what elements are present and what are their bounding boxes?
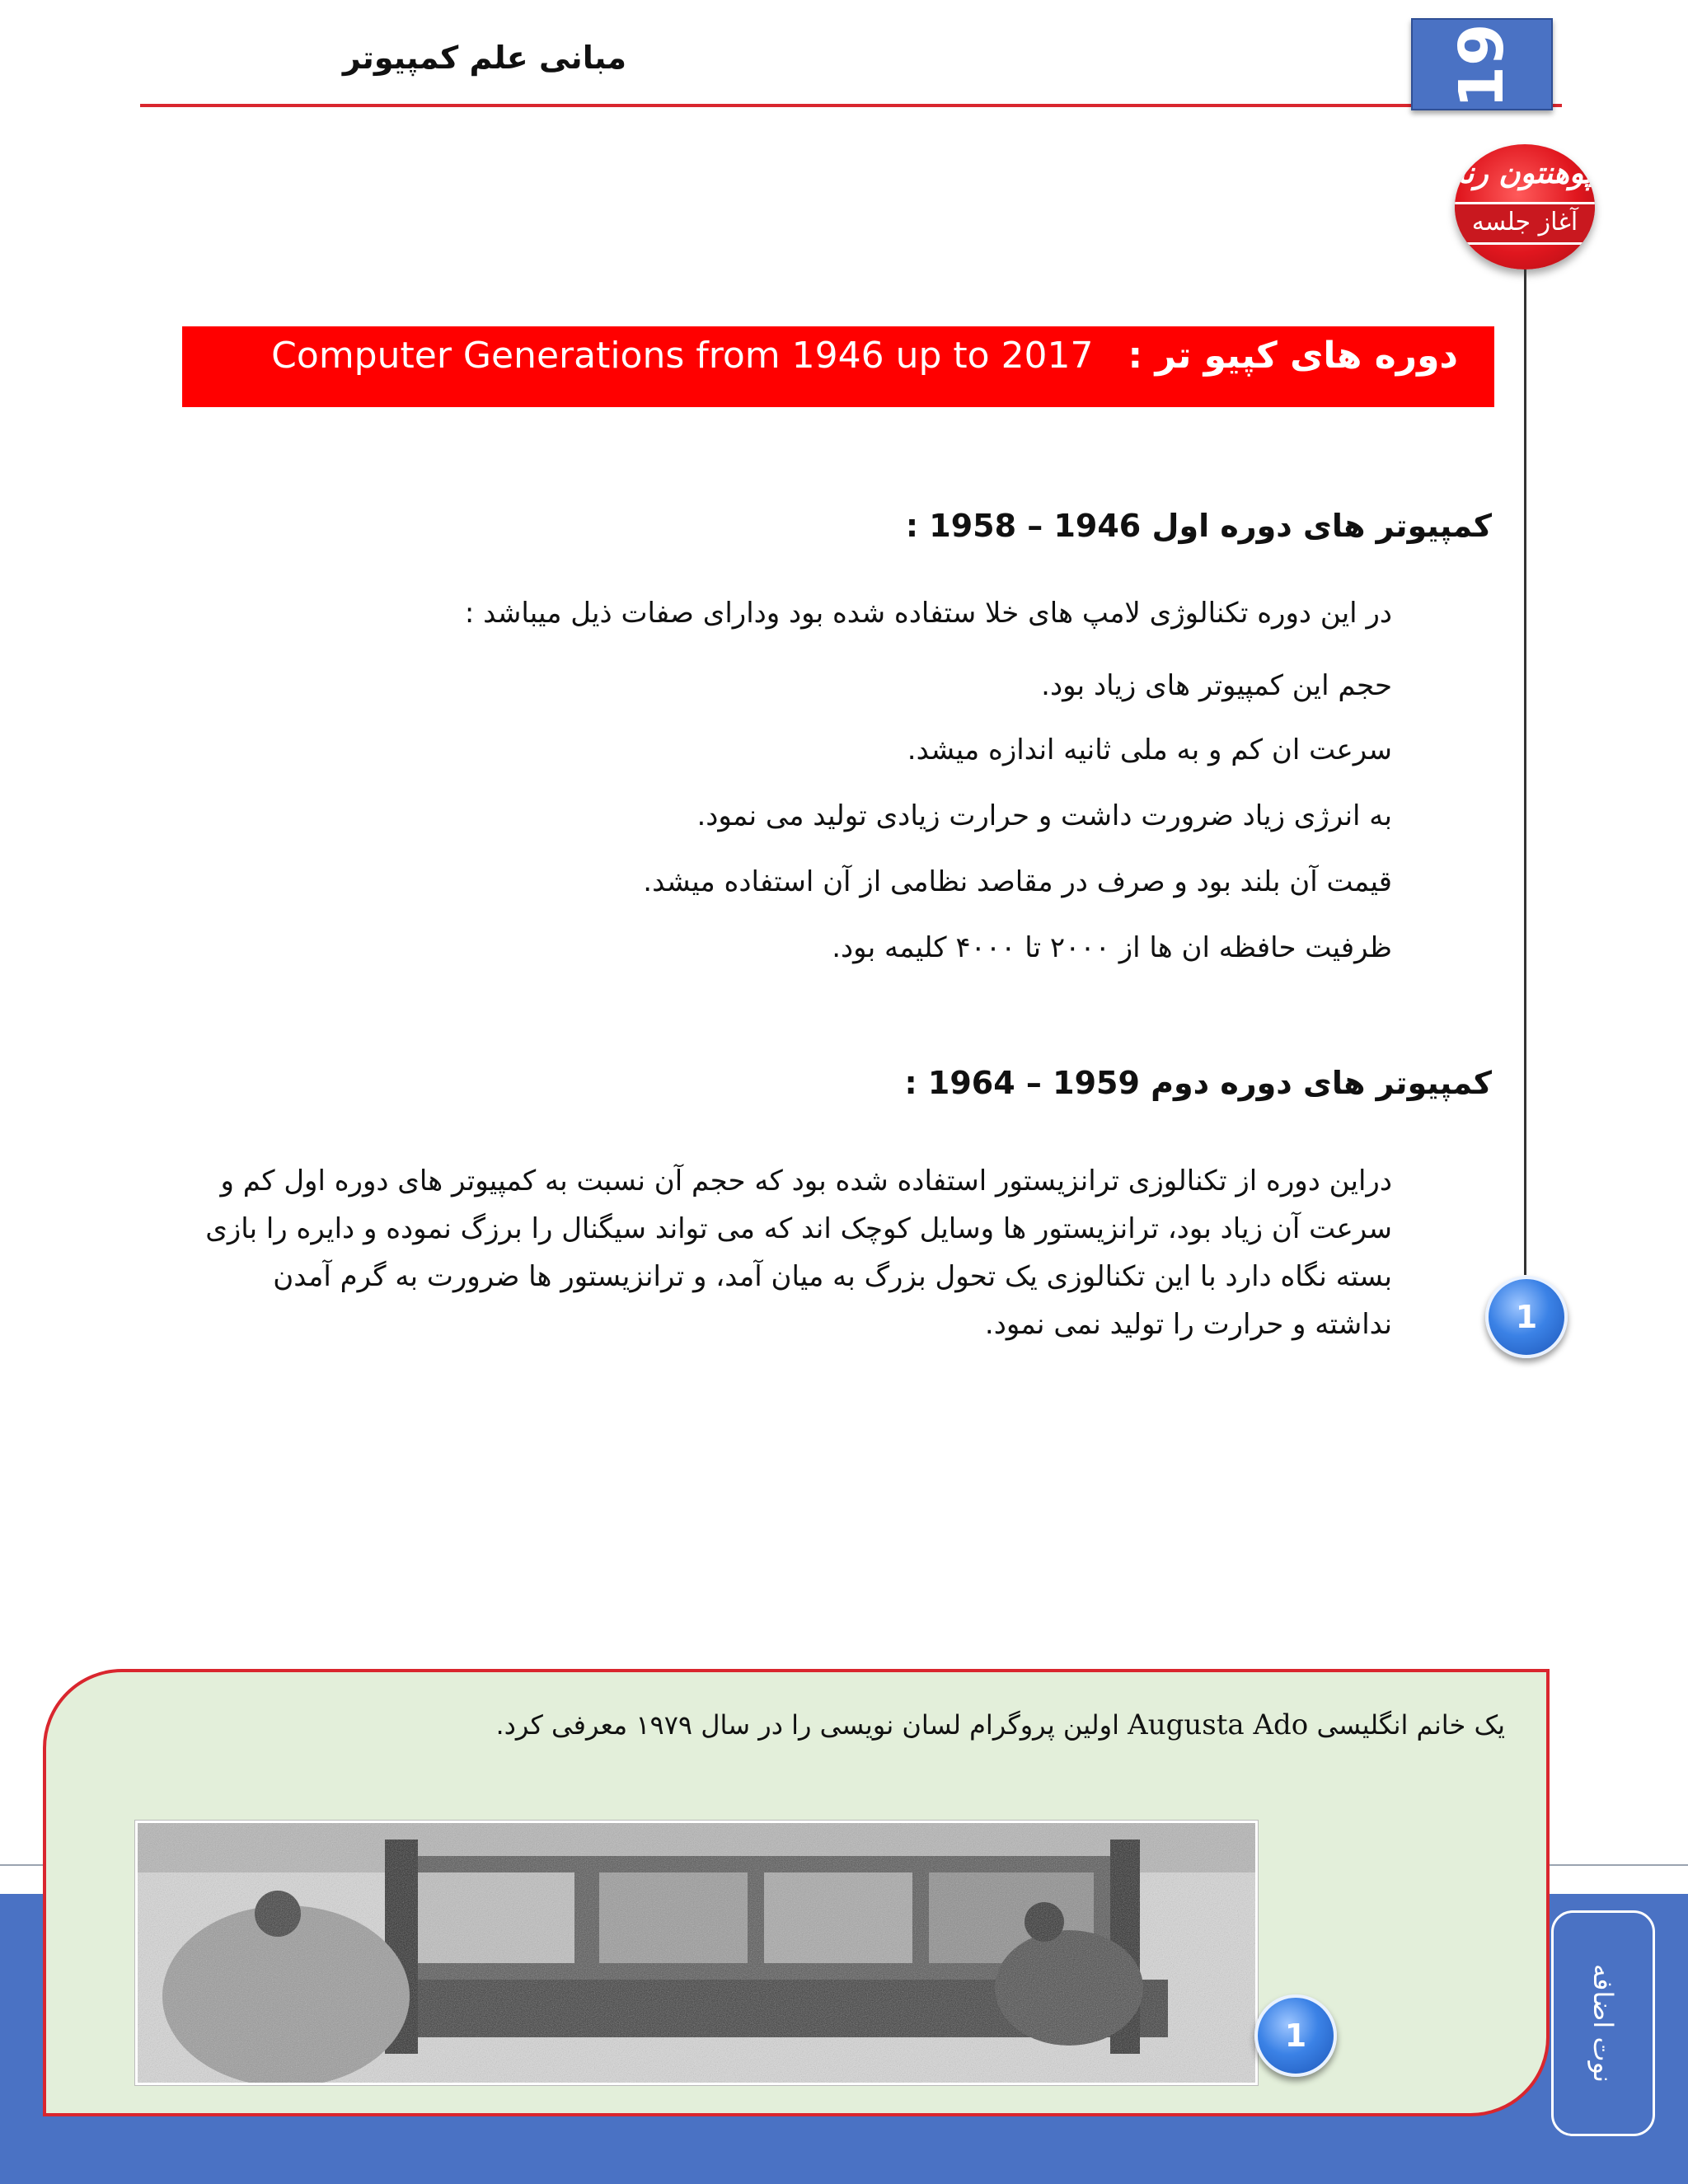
- photo-marker: 1: [1254, 1994, 1337, 2077]
- info-text: [496, 1708, 1506, 1741]
- banner-title: [271, 326, 1458, 386]
- info-text-end: اولین پروگرام لسان نویسی را در سال ۱۹۷۹ معرفی کرد.: [495, 1709, 1119, 1741]
- timeline-marker: 1: [1485, 1276, 1568, 1358]
- info-text-start: یک خانم انگلیسی: [1316, 1709, 1505, 1741]
- banner-fa-title: دوره های کپیو تر :: [1128, 335, 1458, 377]
- gen1-bullet: به انرژی زیاد ضرورت داشت و حرارت زیادی تولید می نمود.: [696, 799, 1392, 832]
- notes-tab-label: [1554, 1913, 1653, 2134]
- notes-tab-text: نوت اضافه: [1587, 1964, 1619, 2083]
- gen1-bullet: ظرفیت حافظه ان ها از ۲۰۰۰ تا ۴۰۰۰ کلیمه بود.: [832, 931, 1392, 964]
- gen1-heading: کمپیوتر های دوره اول 1946 – 1958 :: [905, 508, 1492, 544]
- page-number: 19: [1447, 23, 1517, 109]
- gen1-bullet: قیمت آن بلند بود و صرف در مقاصد نظامی از آن استفاده میشد.: [643, 865, 1392, 898]
- section-banner: [182, 326, 1494, 407]
- gen1-intro: در این دوره تکنالوژی لامپ های خلا ستفاده شده بود ودارای صفات ذیل میباشد :: [464, 597, 1392, 630]
- info-latin-name: Augusta Ado: [1128, 1708, 1309, 1741]
- session-start-badge: [1455, 144, 1595, 269]
- gen1-bullet: سرعت ان کم و به ملی ثانیه اندازه میشد.: [907, 733, 1392, 766]
- header-title: مبانی علم کمپیوتر: [342, 40, 626, 76]
- historic-computer-photo: [135, 1821, 1258, 2085]
- gen2-paragraph: دراین دوره از تکنالوزی ترانزیستور استفاده شده بود که حجم آن نسبت به کمپیوتر های دوره اول کم و سرعت آن زیاد بود، ترانزیستور ها وسایل کوچک اند که می تواند سیگنال را برزگ نموده و دایره را بازی بسته نگاه دارد با این تکنالوزی یک تحول بزرگ به میان آمد، و ترانزیستور ها ضرورت به گرم آمدن نداشته و حرارت را تولید نمی نمود.: [205, 1165, 1392, 1341]
- gen2-heading: کمپیوتر های دوره دوم 1959 – 1964 :: [904, 1065, 1492, 1101]
- timeline-line: [1524, 269, 1526, 1275]
- badge-session-label: آغاز جلسه: [1455, 202, 1595, 245]
- banner-en-title: Computer Generations from 1946 up to 2017: [271, 335, 1094, 377]
- page-number-tab: [1411, 18, 1553, 110]
- extra-notes-tab[interactable]: [1551, 1910, 1655, 2136]
- badge-brand: پوهنتون رنا: [1456, 156, 1593, 190]
- header-divider: [140, 104, 1562, 107]
- gen1-bullet: حجم این کمپیوتر های زیاد بود.: [1041, 669, 1392, 702]
